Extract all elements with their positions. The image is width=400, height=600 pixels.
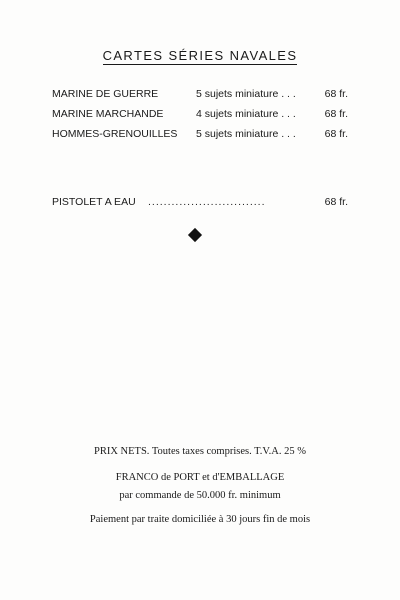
item-description: 4 sujets miniature . . . [196,108,296,120]
item-name: HOMMES-GRENOUILLES [52,128,178,140]
page-title [0,48,400,63]
item-description: 5 sujets miniature . . . [196,88,296,100]
footer-prices-note: PRIX NETS. Toutes taxes comprises. T.V.A. 25 % [94,446,306,457]
item-price: 68 fr. [324,196,348,208]
item-description: 5 sujets miniature . . . [196,128,296,140]
page-title-text: CARTES SÉRIES NAVALES [102,48,298,63]
item-name: MARINE DE GUERRE [52,88,159,100]
price-row [52,128,348,144]
dot-leader: .............................. [148,196,266,208]
item-name: PISTOLET A EAU [52,196,136,208]
item-price: 68 fr. [324,88,348,100]
price-row [52,108,348,124]
item-price: 68 fr. [324,108,348,120]
diamond-icon [188,228,202,242]
footer-shipping-note: FRANCO de PORT et d'EMBALLAGE [115,472,285,483]
price-row [52,88,348,104]
item-name: MARINE MARCHANDE [52,108,164,120]
item-price: 68 fr. [324,128,348,140]
footer-minimum-order: par commande de 50.000 fr. minimum [119,490,281,501]
price-row-extra [52,196,348,212]
footer-payment-terms: Paiement par traite domiciliée à 30 jours fin de mois [89,514,311,525]
